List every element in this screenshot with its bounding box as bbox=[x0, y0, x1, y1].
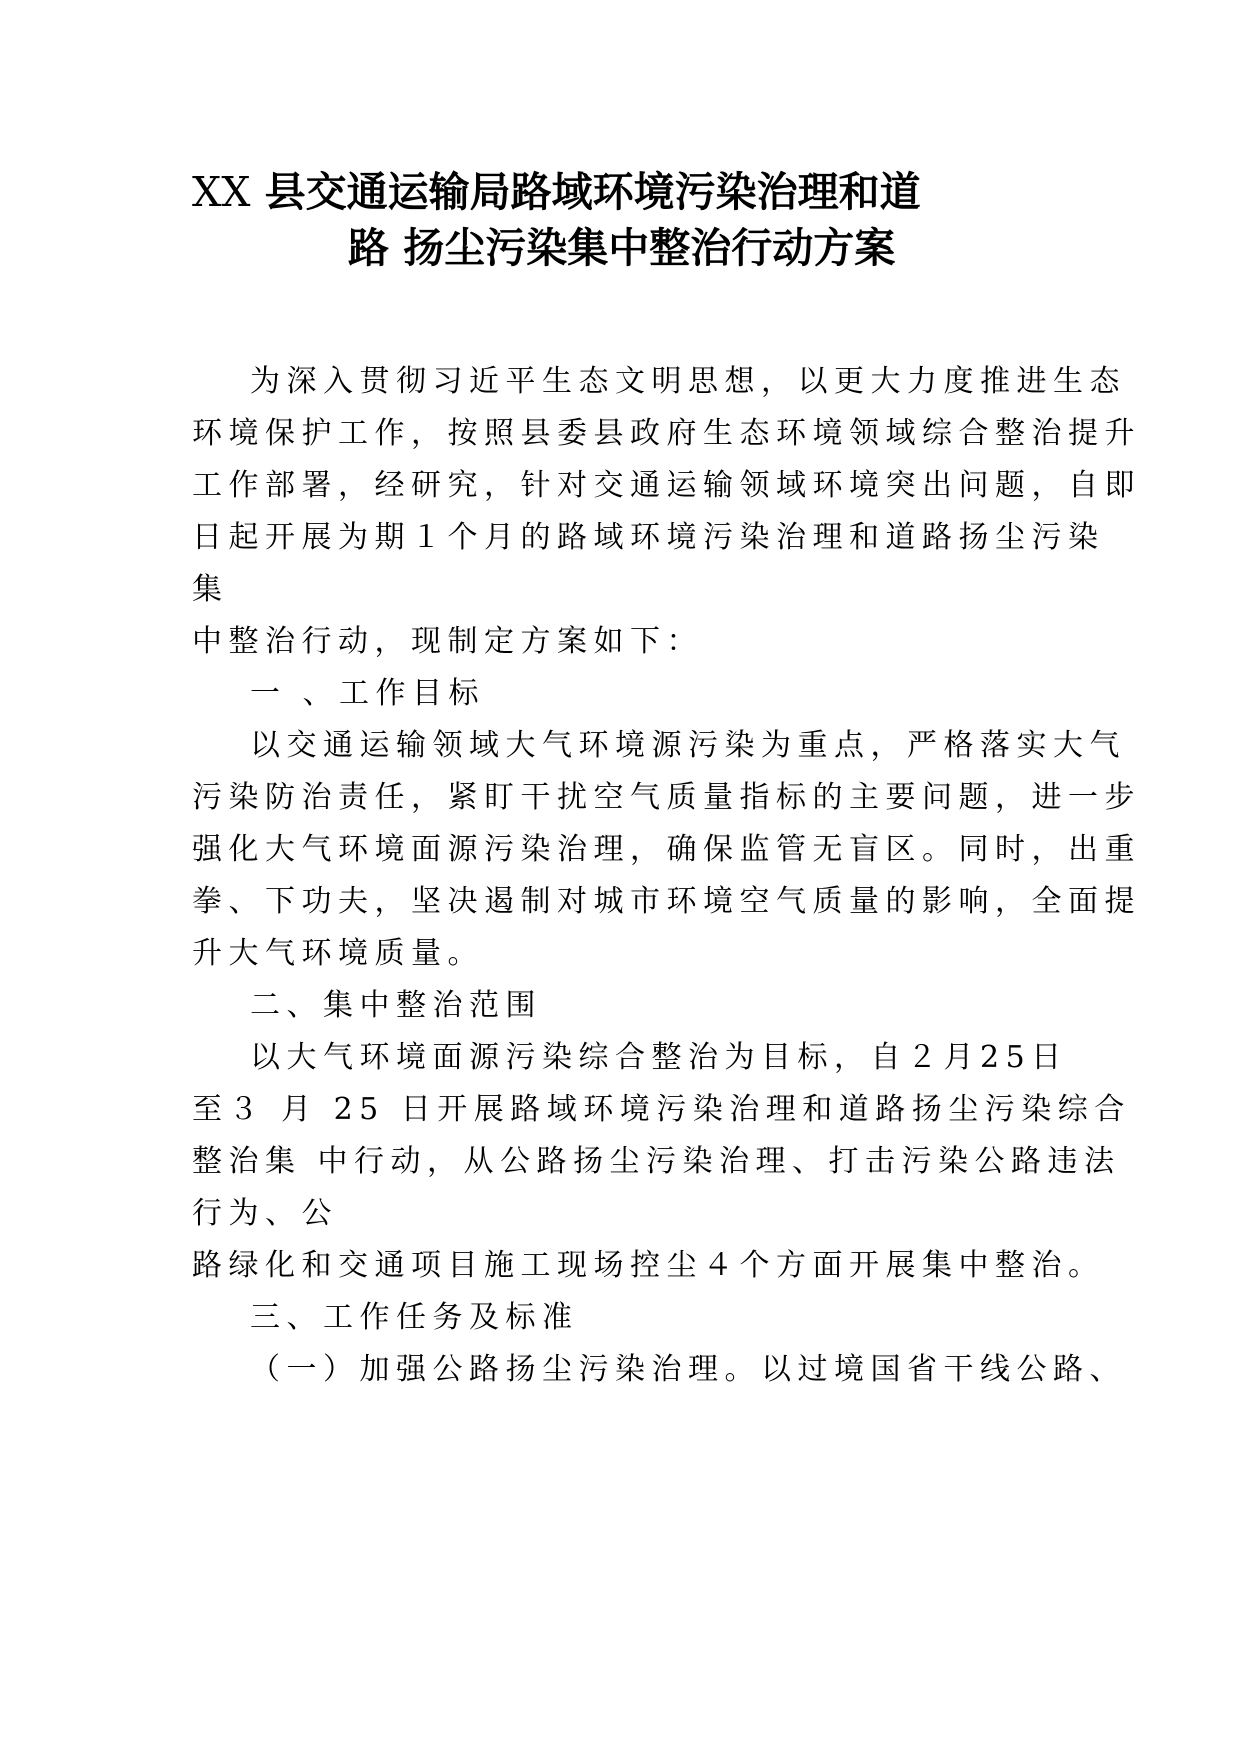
paragraph-line: （一）加强公路扬尘污染治理。以过境国省干线公路、 bbox=[250, 1352, 1126, 1387]
paragraph-line: 升大气环境质量。 bbox=[192, 936, 484, 971]
paragraph-line: 集 bbox=[192, 572, 229, 607]
paragraph-line: 以大气环境面源污染综合整治为目标，自２月25日 bbox=[250, 1040, 1068, 1075]
title-text-part-1: 县交通运输局路域环境污染治理和道 bbox=[264, 168, 921, 216]
section-heading: 二、集中整治范围 bbox=[250, 988, 542, 1023]
paragraph-line: 路绿化和交通项目施工现场控尘４个方面开展集中整治。 bbox=[192, 1248, 1105, 1283]
paragraph-line: 日起开展为期１个月的路域环境污染治理和道路扬尘污染 bbox=[192, 520, 1105, 555]
document-title-line-1 bbox=[192, 166, 921, 218]
paragraph-line: 污染防治责任，紧盯干扰空气质量指标的主要问题，进一步 bbox=[192, 780, 1141, 815]
paragraph-line: 环境保护工作，按照县委县政府生态环境领域综合整治提升 bbox=[192, 416, 1141, 451]
paragraph-line: 以交通运输领域大气环境源污染为重点，严格落实大气 bbox=[250, 728, 1126, 763]
section-heading: 一 、工作目标 bbox=[250, 676, 486, 711]
paragraph-line: 拳、下功夫，坚决遏制对城市环境空气质量的影响，全面提 bbox=[192, 884, 1141, 919]
paragraph-line: 中整治行动，现制定方案如下： bbox=[192, 624, 703, 659]
document-title-line-2: 路 扬尘污染集中整治行动方案 bbox=[348, 224, 896, 272]
paragraph-line: 行为、公 bbox=[192, 1196, 338, 1231]
paragraph-line: 为深入贯彻习近平生态文明思想，以更大力度推进生态 bbox=[250, 364, 1126, 399]
paragraph-line: 整治集 中行动，从公路扬尘污染治理、打击污染公路违法 bbox=[192, 1144, 1121, 1179]
title-county-prefix: XX bbox=[192, 168, 251, 216]
paragraph-line: 工作部署，经研究，针对交通运输领域环境突出问题，自即 bbox=[192, 468, 1141, 503]
section-heading: 三、工作任务及标准 bbox=[250, 1300, 579, 1335]
paragraph-line: 至３ 月 25 日开展路域环境污染治理和道路扬尘污染综合 bbox=[192, 1092, 1131, 1127]
paragraph-line: 强化大气环境面源污染治理，确保监管无盲区。同时，出重 bbox=[192, 832, 1141, 867]
